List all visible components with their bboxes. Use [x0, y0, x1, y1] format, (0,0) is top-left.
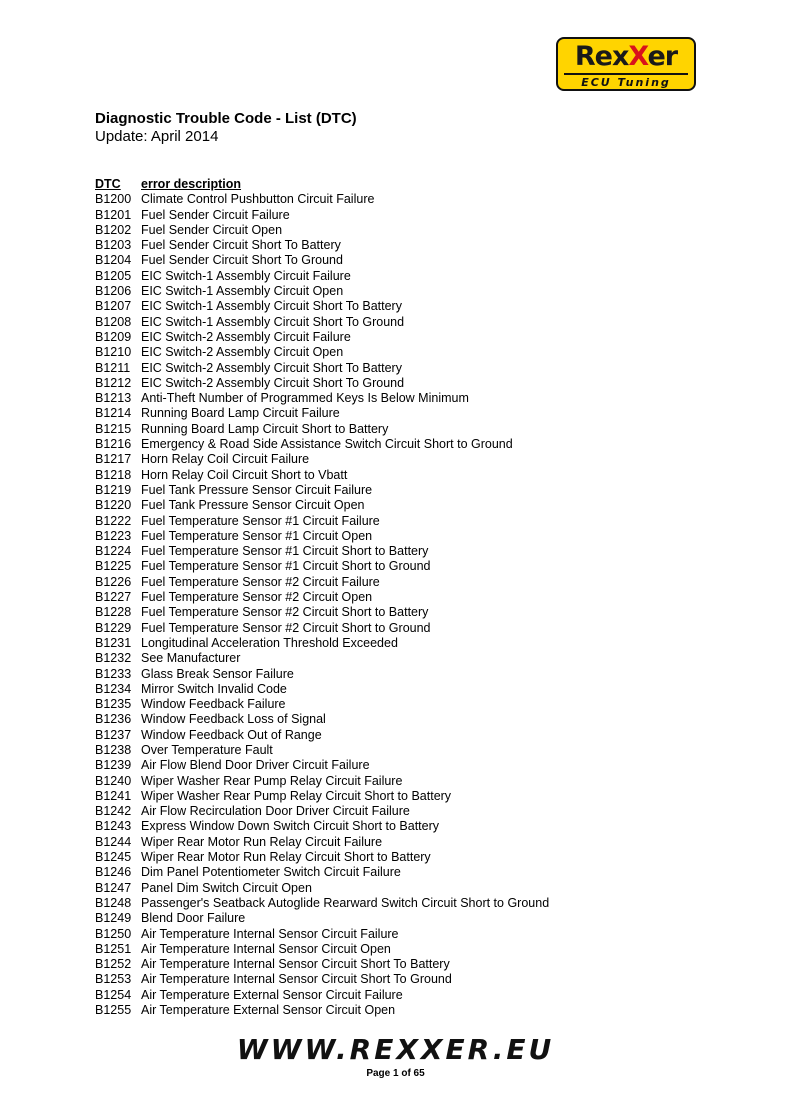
dtc-description: Window Feedback Out of Range: [141, 727, 322, 742]
dtc-code: B1242: [95, 804, 132, 819]
table-row: [95, 789, 549, 804]
dtc-code: B1238: [95, 742, 132, 757]
table-row: [95, 345, 549, 360]
dtc-code: B1200: [95, 192, 132, 207]
dtc-description: Blend Door Failure: [141, 911, 246, 926]
table-row: [95, 406, 549, 421]
rexxer-logo: [556, 37, 696, 91]
dtc-code: B1227: [95, 590, 132, 605]
table-row: [95, 575, 549, 590]
dtc-description: Fuel Temperature Sensor #2 Circuit Open: [141, 590, 373, 605]
page-number: Page 1 of 65: [366, 1068, 425, 1079]
dtc-code: B1250: [95, 926, 132, 941]
dtc-code: B1216: [95, 437, 132, 452]
dtc-description: See Manufacturer: [141, 651, 241, 666]
dtc-code: B1220: [95, 498, 132, 513]
dtc-code: B1245: [95, 850, 132, 865]
table-row: [95, 881, 549, 896]
dtc-description: EIC Switch-1 Assembly Circuit Short To Battery: [141, 299, 402, 314]
dtc-description: Fuel Sender Circuit Open: [141, 222, 283, 237]
table-row: [95, 667, 549, 682]
table-row: [95, 1003, 549, 1018]
dtc-description: Fuel Sender Circuit Short To Battery: [141, 238, 341, 253]
dtc-code: B1212: [95, 375, 132, 390]
dtc-description: Climate Control Pushbutton Circuit Failure: [141, 192, 375, 207]
table-row: [95, 896, 549, 911]
table-row: [95, 253, 549, 268]
dtc-description: Express Window Down Switch Circuit Short to Battery: [141, 819, 440, 834]
dtc-description: Air Temperature Internal Sensor Circuit Open: [141, 941, 391, 956]
dtc-code: B1253: [95, 972, 132, 987]
dtc-description: Fuel Tank Pressure Sensor Circuit Open: [141, 498, 365, 513]
table-row: [95, 192, 549, 207]
table-header: [95, 177, 549, 192]
dtc-code: B1246: [95, 865, 132, 880]
dtc-code: B1218: [95, 467, 132, 482]
dtc-code: B1209: [95, 329, 132, 344]
dtc-code: B1223: [95, 528, 132, 543]
table-row: [95, 468, 549, 483]
table-row: [95, 682, 549, 697]
dtc-description: Anti-Theft Number of Programmed Keys Is Below Minimum: [141, 391, 469, 406]
dtc-description: Air Temperature External Sensor Circuit Failure: [141, 987, 403, 1002]
dtc-description: EIC Switch-2 Assembly Circuit Short To Battery: [141, 360, 402, 375]
table-row: [95, 927, 549, 942]
dtc-description: Fuel Temperature Sensor #1 Circuit Short to Ground: [141, 559, 431, 574]
table-row: [95, 498, 549, 513]
dtc-description: Mirror Switch Invalid Code: [141, 681, 287, 696]
dtc-code: B1214: [95, 406, 132, 421]
dtc-code: B1219: [95, 482, 132, 497]
table-row: [95, 911, 549, 926]
dtc-description: Passenger's Seatback Autoglide Rearward Switch Circuit Short to Ground: [141, 895, 550, 910]
dtc-code: B1243: [95, 819, 132, 834]
dtc-description: Panel Dim Switch Circuit Open: [141, 880, 312, 895]
table-row: [95, 238, 549, 253]
dtc-description: Dim Panel Potentiometer Switch Circuit Failure: [141, 865, 401, 880]
dtc-code: B1211: [95, 360, 131, 375]
dtc-code: B1237: [95, 727, 132, 742]
dtc-description: Air Temperature External Sensor Circuit Open: [141, 1003, 396, 1018]
dtc-code: B1205: [95, 268, 132, 283]
table-row: [95, 208, 549, 223]
table-row: [95, 452, 549, 467]
table-row: [95, 972, 549, 987]
dtc-description: Emergency & Road Side Assistance Switch Circuit Short to Ground: [141, 437, 513, 452]
dtc-code: B1226: [95, 574, 132, 589]
dtc-code: B1202: [95, 222, 132, 237]
dtc-description: Wiper Rear Motor Run Relay Circuit Failure: [141, 834, 383, 849]
dtc-code: B1204: [95, 253, 132, 268]
table-row: [95, 743, 549, 758]
dtc-description: Fuel Temperature Sensor #2 Circuit Short to Ground: [141, 620, 431, 635]
dtc-description: Air Temperature Internal Sensor Circuit Short To Battery: [141, 957, 450, 972]
dtc-description: Wiper Washer Rear Pump Relay Circuit Failure: [141, 773, 403, 788]
dtc-description: Fuel Temperature Sensor #2 Circuit Failure: [141, 574, 380, 589]
table-row: [95, 621, 549, 636]
dtc-code: B1239: [95, 758, 132, 773]
table-row: [95, 315, 549, 330]
table-row: [95, 636, 549, 651]
page-title: Diagnostic Trouble Code - List (DTC): [95, 110, 357, 127]
dtc-code: B1201: [95, 207, 132, 222]
table-row: [95, 697, 549, 712]
dtc-code: B1222: [95, 513, 132, 528]
table-row: [95, 299, 549, 314]
header-dtc: DTC: [95, 177, 121, 191]
table-row: [95, 957, 549, 972]
table-row: [95, 223, 549, 238]
table-row: [95, 376, 549, 391]
dtc-description: Fuel Temperature Sensor #2 Circuit Short to Battery: [141, 605, 429, 620]
dtc-description: Wiper Rear Motor Run Relay Circuit Short to Battery: [141, 850, 431, 865]
table-row: [95, 712, 549, 727]
dtc-code: B1231: [95, 635, 132, 650]
dtc-code: B1251: [95, 941, 132, 956]
dtc-code: B1215: [95, 421, 132, 436]
dtc-code: B1236: [95, 712, 132, 727]
dtc-description: Fuel Temperature Sensor #1 Circuit Short to Battery: [141, 544, 429, 559]
table-row: [95, 361, 549, 376]
dtc-code: B1229: [95, 620, 132, 635]
table-row: [95, 284, 549, 299]
table-row: [95, 651, 549, 666]
header-description: error description: [141, 177, 242, 191]
table-row: [95, 835, 549, 850]
logo-tagline: ECU Tuning: [564, 73, 688, 89]
dtc-code: B1206: [95, 284, 132, 299]
dtc-code: B1254: [95, 987, 132, 1002]
table-row: [95, 590, 549, 605]
table-row: [95, 483, 549, 498]
dtc-code: B1244: [95, 834, 132, 849]
dtc-code: B1225: [95, 559, 132, 574]
table-row: [95, 758, 549, 773]
dtc-description: Fuel Temperature Sensor #1 Circuit Open: [141, 528, 373, 543]
dtc-description: Horn Relay Coil Circuit Short to Vbatt: [141, 467, 348, 482]
dtc-code: B1248: [95, 895, 132, 910]
dtc-description: Running Board Lamp Circuit Short to Battery: [141, 421, 389, 436]
dtc-code: B1241: [95, 788, 132, 803]
dtc-description: Over Temperature Fault: [141, 742, 273, 757]
table-row: [95, 559, 549, 574]
table-row: [95, 605, 549, 620]
table-row: [95, 330, 549, 345]
dtc-code: B1240: [95, 773, 132, 788]
table-row: [95, 391, 549, 406]
dtc-code: B1247: [95, 880, 132, 895]
table-row: [95, 804, 549, 819]
dtc-description: Wiper Washer Rear Pump Relay Circuit Short to Battery: [141, 788, 452, 803]
dtc-code: B1210: [95, 345, 132, 360]
dtc-description: EIC Switch-1 Assembly Circuit Failure: [141, 268, 351, 283]
dtc-code: B1234: [95, 681, 132, 696]
dtc-description: Glass Break Sensor Failure: [141, 666, 294, 681]
dtc-code: B1233: [95, 666, 132, 681]
dtc-code: B1208: [95, 314, 132, 329]
table-row: [95, 942, 549, 957]
dtc-description: Running Board Lamp Circuit Failure: [141, 406, 340, 421]
table-row: [95, 988, 549, 1003]
dtc-code: B1213: [95, 391, 132, 406]
table-row: [95, 850, 549, 865]
table-row: [95, 529, 549, 544]
dtc-description: Window Feedback Failure: [141, 697, 286, 712]
table-row: [95, 774, 549, 789]
table-row: [95, 269, 549, 284]
dtc-description: Fuel Temperature Sensor #1 Circuit Failure: [141, 513, 380, 528]
logo-wordmark: RexXer: [574, 41, 678, 72]
table-row: [95, 514, 549, 529]
dtc-code: B1203: [95, 238, 132, 253]
dtc-description: Air Temperature Internal Sensor Circuit Short To Ground: [141, 972, 452, 987]
dtc-code: B1249: [95, 911, 132, 926]
dtc-description: EIC Switch-1 Assembly Circuit Short To Ground: [141, 314, 405, 329]
dtc-code: B1255: [95, 1003, 132, 1018]
dtc-code: B1232: [95, 651, 132, 666]
dtc-description: EIC Switch-2 Assembly Circuit Failure: [141, 329, 351, 344]
dtc-code: B1207: [95, 299, 132, 314]
dtc-code: B1235: [95, 697, 132, 712]
website-footer: WWW.REXXER.EU: [236, 1033, 555, 1066]
table-row: [95, 819, 549, 834]
table-row: [95, 422, 549, 437]
dtc-description: Air Flow Recirculation Door Driver Circuit Failure: [141, 804, 410, 819]
dtc-description: Fuel Tank Pressure Sensor Circuit Failure: [141, 482, 373, 497]
table-row: [95, 544, 549, 559]
dtc-description: EIC Switch-2 Assembly Circuit Short To Ground: [141, 375, 405, 390]
dtc-code: B1217: [95, 452, 132, 467]
dtc-list: [95, 177, 549, 1018]
dtc-code: B1252: [95, 957, 132, 972]
dtc-description: Horn Relay Coil Circuit Failure: [141, 452, 310, 467]
dtc-description: Air Temperature Internal Sensor Circuit Failure: [141, 926, 399, 941]
dtc-description: Longitudinal Acceleration Threshold Exceeded: [141, 635, 398, 650]
table-row: [95, 437, 549, 452]
table-row: [95, 728, 549, 743]
dtc-description: Fuel Sender Circuit Short To Ground: [141, 253, 343, 268]
table-row: [95, 865, 549, 880]
dtc-code: B1224: [95, 544, 132, 559]
dtc-description: Window Feedback Loss of Signal: [141, 712, 326, 727]
dtc-description: EIC Switch-1 Assembly Circuit Open: [141, 284, 344, 299]
dtc-code: B1228: [95, 605, 132, 620]
dtc-description: EIC Switch-2 Assembly Circuit Open: [141, 345, 344, 360]
update-date: Update: April 2014: [95, 128, 219, 145]
dtc-description: Air Flow Blend Door Driver Circuit Failure: [141, 758, 370, 773]
dtc-description: Fuel Sender Circuit Failure: [141, 207, 290, 222]
